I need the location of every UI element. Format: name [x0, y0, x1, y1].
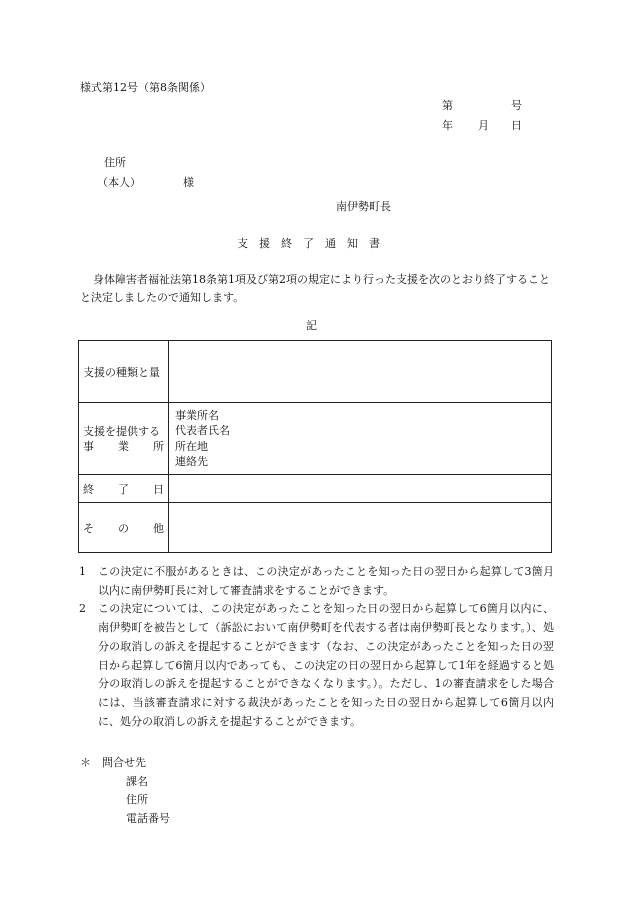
note-item — [79, 563, 554, 600]
ki-label: 記 — [306, 319, 317, 332]
provider-contact: 連絡先 — [175, 455, 208, 468]
provider-label-char: 業 — [118, 439, 129, 453]
other-value — [169, 503, 552, 553]
doc-number-prefix: 第 — [442, 99, 453, 112]
note-number: 1 — [79, 565, 86, 578]
contact-label: 問合せ先 — [102, 756, 146, 769]
contact-dept: 課名 — [126, 774, 148, 788]
asterisk-mark: ＊ — [80, 756, 91, 769]
provider-address: 所在地 — [175, 439, 208, 453]
provider-label-char: 事 — [83, 439, 94, 453]
support-type-label: 支援の種類と量 — [79, 341, 169, 403]
body-text: 身体障害者福祉法第18条第1項及び第2項の規定により行った支援を次のとおり終了することと決定しましたので通知します。 — [80, 273, 550, 304]
recipient-name-label: （本人） — [97, 176, 141, 189]
other-label-char: そ — [83, 521, 94, 535]
table-row — [79, 341, 552, 403]
provider-representative: 代表者氏名 — [175, 424, 230, 437]
provider-office-name: 事業所名 — [175, 408, 219, 422]
date-day: 日 — [511, 119, 522, 132]
other-label-char: の — [118, 521, 129, 535]
end-date-label-char: 了 — [118, 482, 129, 496]
note-number: 2 — [79, 602, 86, 616]
support-type-value — [169, 341, 552, 403]
other-label — [79, 503, 169, 553]
provider-label-line2 — [83, 439, 164, 454]
recipient-honorific: 様 — [183, 176, 194, 189]
note-text: この決定に不服があるときは、この決定があったことを知った日の翌日から起算して3箇月以内に南伊勢町長に対して審査請求をすることができます。 — [98, 565, 554, 597]
end-date-label — [79, 475, 169, 503]
contact-section — [80, 754, 170, 828]
recipient-address-label: 住所 — [104, 156, 126, 169]
contact-phone: 電話番号 — [126, 811, 170, 825]
contact-address: 住所 — [126, 793, 148, 807]
issuer: 南伊勢町長 — [336, 200, 391, 213]
other-label-char: 他 — [153, 521, 164, 535]
table-row — [79, 503, 552, 553]
provider-details — [169, 403, 552, 475]
provider-label — [79, 403, 169, 475]
doc-number-suffix: 号 — [511, 99, 522, 112]
provider-label-char: 所 — [153, 439, 164, 453]
date-month: 月 — [478, 119, 489, 132]
table-row — [79, 403, 552, 475]
notes-section — [79, 563, 554, 731]
form-label: 様式第12号（第8条関係） — [80, 81, 211, 94]
support-table — [78, 340, 552, 553]
end-date-label-char: 日 — [153, 482, 164, 496]
note-text: この決定については、この決定があったことを知った日の翌日から起算して6箇月以内に、南伊勢町を被告として（訴訟において南伊勢町を代表する者は南伊勢町長となります。）、処分の取消しの訴えを提起することができます（なお、この決定があったことを知った日の翌日から起算して6箇月以内であっても、この決定の日の翌日から起算して1年を経過すると処分の取消しの訴えを提起することができなくなります。）。ただし、1の審査請求をした場合には、当該審査請求に対する裁決があったことを知った日の翌日から起算して6箇月以内に、処分の取消しの訴えを提起することができます。 — [98, 602, 554, 728]
note-item — [79, 600, 554, 731]
table-row — [79, 475, 552, 503]
end-date-label-char: 終 — [83, 482, 94, 496]
provider-label-line1: 支援を提供する — [83, 424, 160, 438]
document-title: 支援終了通知書 — [237, 237, 391, 250]
date-year: 年 — [442, 119, 453, 132]
contact-header — [80, 754, 170, 773]
end-date-value — [169, 475, 552, 503]
